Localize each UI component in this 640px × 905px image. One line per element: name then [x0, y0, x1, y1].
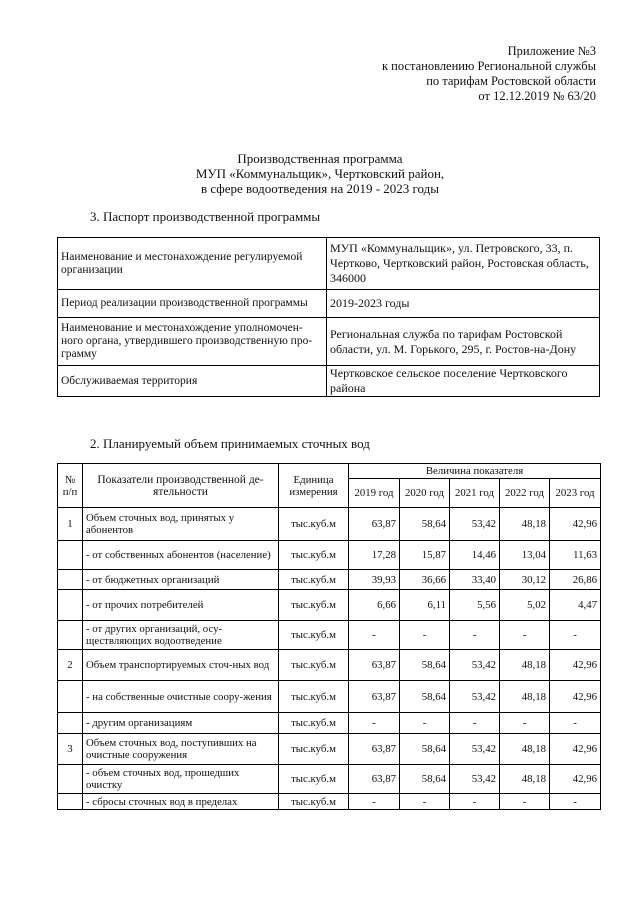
row-indicator: - от других организаций, осу-ществляющих водоотведение — [83, 621, 279, 650]
table-row — [58, 794, 601, 810]
row-value: - — [500, 621, 550, 650]
section-2-heading: 2. Планируемый объем принимаемых сточных вод — [90, 436, 370, 451]
table-row — [58, 734, 601, 765]
row-unit: тыс.куб.м — [279, 681, 349, 713]
row-value: - — [349, 794, 400, 810]
row-value: 33,40 — [450, 570, 500, 590]
row-indicator: Объем сточных вод, принятых у абонентов — [83, 508, 279, 541]
appendix-header — [382, 44, 596, 104]
row-value: - — [550, 794, 601, 810]
row-value: 4,47 — [550, 590, 601, 621]
row-value: 15,87 — [400, 541, 450, 570]
row-value: 5,02 — [500, 590, 550, 621]
row-num — [58, 713, 83, 734]
row-value: 26,86 — [550, 570, 601, 590]
table-row — [58, 621, 601, 650]
header-num: № п/п — [58, 464, 83, 508]
row-unit: тыс.куб.м — [279, 621, 349, 650]
table-row — [58, 541, 601, 570]
row-value: 58,64 — [400, 734, 450, 765]
table-row — [58, 290, 600, 318]
row-value: 11,63 — [550, 541, 601, 570]
row-value: - — [550, 713, 601, 734]
row-num: 3 — [58, 734, 83, 765]
row-value: 6,11 — [400, 590, 450, 621]
row-value: - — [450, 713, 500, 734]
header-year: 2021 год — [450, 479, 500, 508]
row-value: 36,66 — [400, 570, 450, 590]
row-value: 48,18 — [500, 650, 550, 681]
row-value: 58,64 — [400, 508, 450, 541]
row-value: 14,46 — [450, 541, 500, 570]
title-line: Производственная программа — [237, 151, 403, 166]
row-value: 58,64 — [400, 650, 450, 681]
row-unit: тыс.куб.м — [279, 650, 349, 681]
row-unit: тыс.куб.м — [279, 765, 349, 794]
row-value: 13,04 — [500, 541, 550, 570]
header-year: 2023 год — [550, 479, 601, 508]
row-value: 63,87 — [349, 650, 400, 681]
row-value: 48,18 — [500, 734, 550, 765]
row-value: 53,42 — [450, 734, 500, 765]
passport-label: Наименование и местонахождение регулируемой организации — [58, 238, 327, 290]
row-value: 5,56 — [450, 590, 500, 621]
row-value: 63,87 — [349, 734, 400, 765]
appendix-line: по тарифам Ростовской области — [426, 74, 596, 88]
row-indicator: - другим организациям — [83, 713, 279, 734]
row-indicator: - объем сточных вод, прошедших очистку — [83, 765, 279, 794]
row-indicator: - от бюджетных организаций — [83, 570, 279, 590]
row-value: 63,87 — [349, 765, 400, 794]
row-indicator: - сбросы сточных вод в пределах — [83, 794, 279, 810]
row-num — [58, 794, 83, 810]
table-header-row — [58, 464, 601, 479]
row-value: - — [400, 794, 450, 810]
row-value: 63,87 — [349, 508, 400, 541]
header-year: 2022 год — [500, 479, 550, 508]
table-row — [58, 713, 601, 734]
row-value: - — [349, 713, 400, 734]
row-unit: тыс.куб.м — [279, 794, 349, 810]
row-num: 1 — [58, 508, 83, 541]
row-unit: тыс.куб.м — [279, 541, 349, 570]
row-value: 6,66 — [349, 590, 400, 621]
row-indicator: - от прочих потребителей — [83, 590, 279, 621]
section-3-heading: 3. Паспорт производственной программы — [90, 209, 321, 224]
row-indicator: - на собственные очистные соору-жения — [83, 681, 279, 713]
row-value: - — [550, 621, 601, 650]
row-value: 48,18 — [500, 508, 550, 541]
table-row — [58, 238, 600, 290]
row-indicator: - от собственных абонентов (население) — [83, 541, 279, 570]
row-indicator: Объем сточных вод, поступивших на очистные сооружения — [83, 734, 279, 765]
table-row — [58, 570, 601, 590]
row-value: - — [349, 621, 400, 650]
header-indicator: Показатели производственной де-ятельности — [83, 464, 279, 508]
row-unit: тыс.куб.м — [279, 713, 349, 734]
volume-table — [57, 463, 601, 810]
row-value: - — [450, 621, 500, 650]
title-line: МУП «Коммунальщик», Чертковский район, — [195, 166, 445, 181]
passport-label: Обслуживаемая территория — [58, 366, 327, 397]
passport-value: Чертковское сельское поселение Чертковского района — [327, 366, 600, 397]
header-year: 2020 год — [400, 479, 450, 508]
row-value: - — [500, 713, 550, 734]
table-row — [58, 650, 601, 681]
row-indicator: Объем транспортируемых сточ-ных вод — [83, 650, 279, 681]
row-unit: тыс.куб.м — [279, 734, 349, 765]
row-unit: тыс.куб.м — [279, 570, 349, 590]
row-value: 42,96 — [550, 734, 601, 765]
row-value: 39,93 — [349, 570, 400, 590]
passport-table — [57, 237, 600, 397]
passport-value: МУП «Коммунальщик», ул. Петровского, 33, п. Чертково, Чертковский район, Ростовская область, 346000 — [327, 238, 600, 290]
header-year: 2019 год — [349, 479, 400, 508]
table-row — [58, 765, 601, 794]
row-value: 53,42 — [450, 681, 500, 713]
row-num — [58, 590, 83, 621]
row-value: - — [500, 794, 550, 810]
row-unit: тыс.куб.м — [279, 508, 349, 541]
row-value: 42,96 — [550, 681, 601, 713]
table-row — [58, 590, 601, 621]
appendix-line: к постановлению Региональной службы — [381, 59, 596, 73]
passport-value: Региональная служба по тарифам Ростовской области, ул. М. Горького, 295, г. Ростов-на-Дону — [327, 318, 600, 366]
row-value: 63,87 — [349, 681, 400, 713]
row-value: - — [400, 621, 450, 650]
row-value: 58,64 — [400, 681, 450, 713]
appendix-line: Приложение №3 — [507, 44, 596, 58]
row-value: 53,42 — [450, 508, 500, 541]
row-num: 2 — [58, 650, 83, 681]
row-value: 17,28 — [349, 541, 400, 570]
row-value: 42,96 — [550, 765, 601, 794]
header-value-group: Величина показателя — [349, 464, 601, 479]
passport-label: Наименование и местонахождение уполномочен-ного органа, утвердившего производственную про-грамму — [58, 318, 327, 366]
row-value: - — [400, 713, 450, 734]
table-row — [58, 366, 600, 397]
row-num — [58, 765, 83, 794]
title-line: в сфере водоотведения на 2019 - 2023 годы — [200, 181, 440, 196]
row-num — [58, 681, 83, 713]
row-value: 53,42 — [450, 765, 500, 794]
header-unit: Единица измерения — [279, 464, 349, 508]
row-value: 30,12 — [500, 570, 550, 590]
row-num — [58, 621, 83, 650]
document-title — [0, 151, 640, 196]
appendix-line: от 12.12.2019 № 63/20 — [478, 89, 596, 103]
row-value: 42,96 — [550, 508, 601, 541]
row-value: 42,96 — [550, 650, 601, 681]
row-value: 48,18 — [500, 681, 550, 713]
row-value: 58,64 — [400, 765, 450, 794]
row-num — [58, 570, 83, 590]
row-unit: тыс.куб.м — [279, 590, 349, 621]
table-row — [58, 681, 601, 713]
row-value: 53,42 — [450, 650, 500, 681]
table-row — [58, 318, 600, 366]
table-row — [58, 508, 601, 541]
passport-value: 2019-2023 годы — [327, 290, 600, 318]
row-num — [58, 541, 83, 570]
row-value: 48,18 — [500, 765, 550, 794]
row-value: - — [450, 794, 500, 810]
passport-label: Период реализации производственной программы — [58, 290, 327, 318]
